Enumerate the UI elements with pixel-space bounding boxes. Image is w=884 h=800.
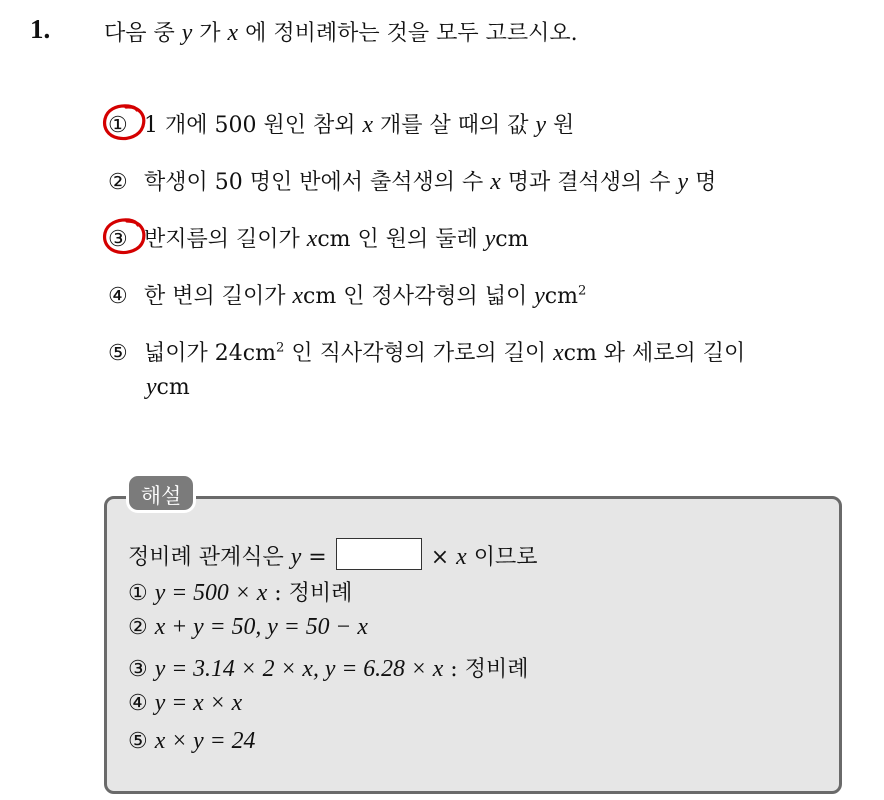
choice-4-text: 한 변의 길이가 xcm 인 정사각형의 넓이 ycm$^2$ bbox=[144, 283, 587, 309]
choice-4-number: ④ bbox=[108, 284, 128, 309]
explanation-intro: 정비례 관계식은 y = × x 이므로 bbox=[128, 538, 537, 571]
choice-2-text: 학생이 50 명인 반에서 출석생의 수 x 명과 결석생의 수 y 명 bbox=[144, 169, 717, 195]
stem-text-2: 가 bbox=[192, 21, 228, 46]
choice-2-number: ② bbox=[108, 170, 128, 195]
choice-2[interactable] bbox=[108, 165, 716, 196]
question-stem bbox=[104, 16, 578, 47]
stem-text-1: 다음 중 bbox=[104, 21, 182, 46]
choice-3[interactable] bbox=[108, 222, 528, 253]
choice-5-continuation: ycm bbox=[146, 374, 190, 400]
explanation-line-4: ④ y = x × x bbox=[128, 690, 243, 716]
choice-1[interactable] bbox=[108, 108, 574, 139]
choice-5-number: ⑤ bbox=[108, 341, 128, 366]
explanation-line-2: ② x + y = 50, y = 50 − x bbox=[128, 614, 368, 640]
choice-1-text: 1 개에 500 원인 참외 x 개를 살 때의 값 y 원 bbox=[144, 112, 575, 138]
choice-3-text: 반지름의 길이가 xcm 인 원의 둘레 ycm bbox=[144, 226, 529, 252]
explanation-line-1: ① y = 500 × x : 정비례 bbox=[128, 580, 353, 606]
stem-text-3: 에 정비례하는 것을 모두 고르시오. bbox=[238, 21, 578, 46]
choice-4[interactable] bbox=[108, 279, 586, 310]
answer-blank-box[interactable] bbox=[336, 538, 422, 570]
explanation-tab-label: 해설 bbox=[126, 473, 196, 513]
question-number: 1. bbox=[30, 14, 51, 44]
stem-var-y: y bbox=[181, 20, 193, 46]
stem-var-x: x bbox=[227, 20, 239, 46]
explanation-line-5: ⑤ x × y = 24 bbox=[128, 728, 256, 754]
choice-1-number: ① bbox=[108, 113, 128, 138]
choice-3-number: ③ bbox=[108, 227, 128, 252]
explanation-line-3: ③ y = 3.14 × 2 × x, y = 6.28 × x : 정비례 bbox=[128, 656, 529, 682]
choice-5[interactable] bbox=[108, 336, 745, 367]
choice-5-text: 넓이가 $24cm^2$ 인 직사각형의 가로의 길이 xcm 와 세로의 길이 bbox=[144, 340, 746, 366]
